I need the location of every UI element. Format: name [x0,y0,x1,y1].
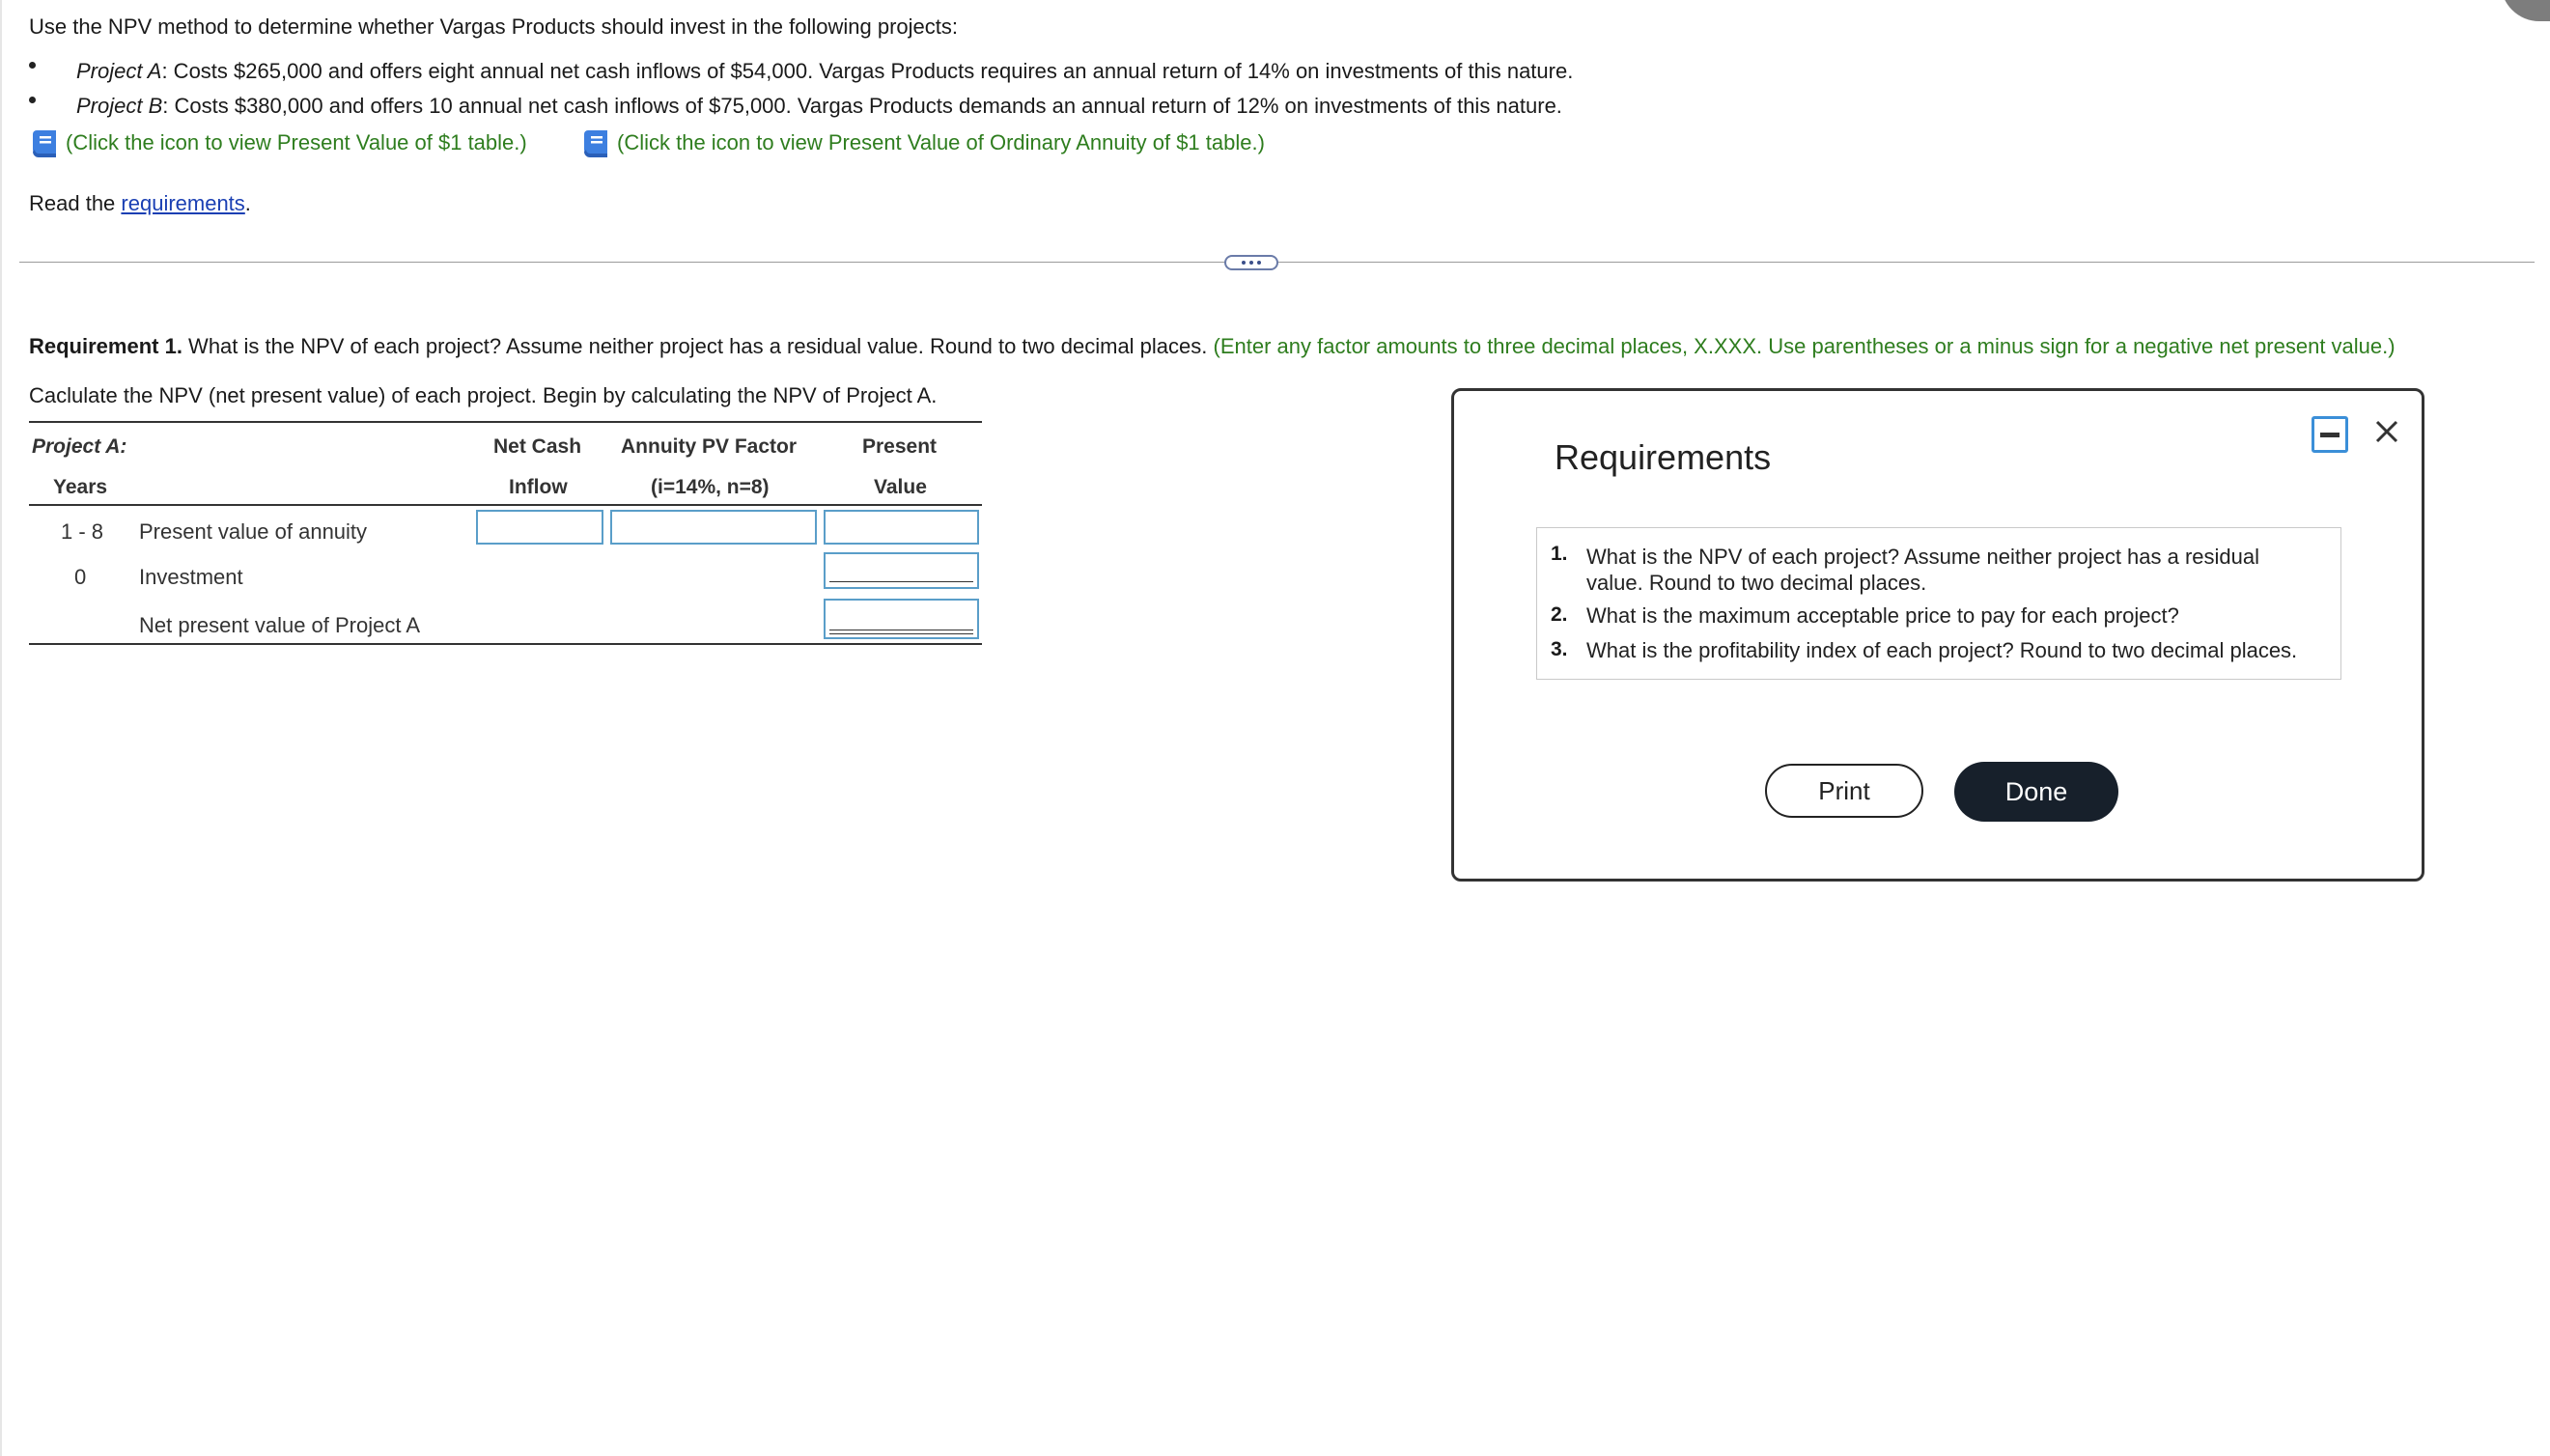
book-icon[interactable] [582,128,611,159]
bullet-icon [29,58,39,68]
header-rule [29,504,982,506]
modal-title: Requirements [1555,437,1772,477]
investment-input[interactable] [824,552,979,589]
npv-instruction: Caclulate the NPV (net present value) of each project. Begin by calculating the NPV of Project A. [29,383,938,407]
print-button[interactable]: Print [1765,764,1923,818]
project-a-line [76,59,1573,84]
read-suffix: . [244,191,251,215]
factor-header-2: (i=14%, n=8) [651,476,770,498]
done-button[interactable]: Done [1954,762,2118,822]
book-icon[interactable] [31,128,60,159]
requirement-number: 3. [1551,638,1568,660]
requirement-1-label: Requirement 1. [29,334,182,358]
project-a-text: : Costs $265,000 and offers eight annual net cash inflows of $54,000. Vargas Products requires an annual return of 14% on investments of this nature. [161,59,1574,83]
requirement-item: What is the maximum acceptable price to pay for each project? [1586,603,2179,628]
expand-more-button[interactable] [1224,255,1278,270]
project-b-line [76,94,1562,119]
pv-header-2: Value [874,476,927,498]
project-a-name: Project A [76,59,162,83]
close-icon[interactable] [2368,412,2406,451]
row-label: Net present value of Project A [139,613,421,637]
table-top-rule [29,421,982,423]
bullet-icon [29,93,39,102]
years-header: Years [53,476,108,498]
factor-header: Annuity PV Factor [621,435,798,458]
pv-table-link[interactable] [31,128,527,159]
row-years: 0 [74,565,87,589]
corner-scroll-handle[interactable] [2501,0,2550,21]
net-cash-inflow-input[interactable] [476,510,603,545]
requirement-number: 1. [1551,543,1568,565]
requirement-number: 2. [1551,603,1568,626]
requirement-item: What is the profitability index of each project? Round to two decimal places. [1586,638,2298,662]
annuity-factor-input[interactable] [610,510,817,545]
annuity-table-link[interactable] [582,128,1265,159]
net-cash-header-2: Inflow [509,476,568,498]
row-years: 1 - 8 [61,519,104,544]
page-left-edge [0,0,2,1456]
requirement-item: What is the NPV of each project? Assume neither project has a residual value. Round to two decimal places. [1586,545,2260,595]
requirement-1-hint: (Enter any factor amounts to three decimal places, X.XXX. Use parentheses or a minus sign for a negative net present value.) [1213,334,2396,358]
requirement-1-text: What is the NPV of each project? Assume neither project has a residual value. Round to two decimal places. [182,334,1214,358]
project-b-text: : Costs $380,000 and offers 10 annual net cash inflows of $75,000. Vargas Products demands an annual return of 12% on investments of this nature. [162,94,1562,118]
project-label: Project A: [32,435,127,458]
requirements-modal [1451,388,2424,882]
requirement-1-line [29,334,2396,359]
project-b-name: Project B [76,94,163,118]
pv-header: Present [862,435,938,458]
question-intro: Use the NPV method to determine whether Vargas Products should invest in the following projects: [29,14,958,39]
npv-project-a-input[interactable] [824,599,979,639]
net-cash-header: Net Cash [493,435,582,458]
table-bottom-rule [29,643,982,645]
requirements-link[interactable]: requirements [121,191,245,215]
row-label: Investment [139,565,243,589]
requirements-list [1536,527,2341,680]
read-requirements-line [29,191,251,216]
pv-table-link-text[interactable]: (Click the icon to view Present Value of $1 table.) [66,129,527,154]
read-prefix: Read the [29,191,122,215]
minimize-icon[interactable] [2312,416,2348,453]
row-label: Present value of annuity [139,519,368,544]
annuity-table-link-text[interactable]: (Click the icon to view Present Value of Ordinary Annuity of $1 table.) [617,129,1265,154]
pv-annuity-input[interactable] [824,510,979,545]
